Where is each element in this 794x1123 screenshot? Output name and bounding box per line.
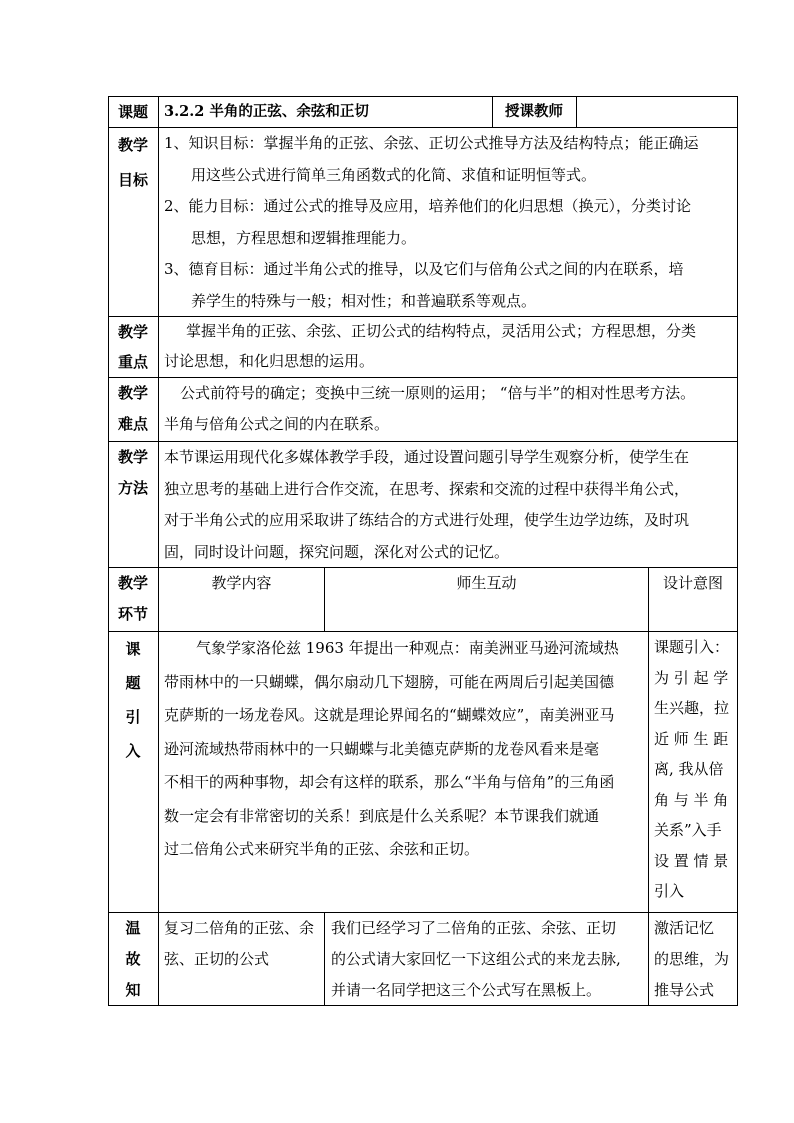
key-points-line: 掌握半角的正弦、余弦、正切公式的结构特点，灵活用公式；方程思想，分类 xyxy=(186,322,697,340)
goals-content xyxy=(164,128,734,317)
review-divider xyxy=(648,912,649,1006)
key-points-label-line: 重点 xyxy=(117,353,148,371)
intro-intent-line: 离, 我从倍 xyxy=(654,760,724,778)
table-border-right xyxy=(737,96,738,1006)
intro-label-char: 课 xyxy=(125,640,141,658)
difficulties-label-line: 教学 xyxy=(117,384,148,402)
topic-title: 3.2.2 半角的正弦、余弦和正切 xyxy=(164,103,369,120)
review-label-char: 故 xyxy=(125,950,141,968)
intro-line: 克萨斯的一场龙卷风。这就是理论界闻名的“蝴蝶效应”，南美洲亚马 xyxy=(164,706,615,724)
intro-label-char: 入 xyxy=(125,742,141,760)
intro-label xyxy=(108,632,158,768)
intro-line: 气象学家洛伦兹 1963 年提出一种观点：南美洲亚马逊河流域热 xyxy=(196,639,619,657)
intro-intent-line: 关系”入手 xyxy=(654,821,722,839)
review-interaction-line: 的公式请大家回忆一下这组公式的来龙去脉, xyxy=(331,950,621,968)
review-label-char: 知 xyxy=(125,981,141,999)
methods-line: 独立思考的基础上进行合作交流，在思考、探索和交流的过程中获得半角公式， xyxy=(164,479,690,498)
intro-intent xyxy=(654,632,736,907)
methods-line: 本节课运用现代化多媒体教学手段，通过设置问题引导学生观察分析，使学生在 xyxy=(164,448,690,466)
review-interaction-line: 并请一名同学把这三个公式写在黑板上。 xyxy=(331,981,602,999)
intro-intent-line: 为 引 起 学 xyxy=(654,668,729,687)
methods-label-line: 教学 xyxy=(117,448,148,466)
table-border-left xyxy=(108,96,109,1006)
column-header-intent: 设计意图 xyxy=(662,574,723,592)
goal-item-line: 思想，方程思想和逻辑推理能力。 xyxy=(191,228,417,247)
intro-divider xyxy=(648,631,649,913)
intro-line: 数一定会有非常密切的关系！到底是什么关系呢？本节课我们就通 xyxy=(164,806,600,825)
review-divider xyxy=(324,912,325,1006)
methods-label-line: 方法 xyxy=(117,479,148,497)
goal-item-line: 1、知识目标：掌握半角的正弦、余弦、正切公式推导方法及结构特点；能正确运 xyxy=(164,134,699,152)
methods-label xyxy=(108,442,158,504)
intro-content xyxy=(164,632,646,867)
intro-line: 逊河流域热带雨林中的一只蝴蝶与北美德克萨斯的龙卷风看来是毫 xyxy=(164,739,600,758)
intro-line: 不相干的两种事物，却会有这样的联系，那么“半角与倍角”的三角函 xyxy=(164,773,615,791)
difficulties-content xyxy=(164,378,734,440)
review-intent xyxy=(654,913,736,1006)
intro-intent-line: 角 与 半 角 xyxy=(654,790,729,809)
intro-intent-line: 生兴趣，拉 xyxy=(654,699,730,717)
goal-item-line: 3、德育目标：通过半角公式的推导，以及它们与倍角公式之间的内在联系，培 xyxy=(164,260,684,278)
label-column-divider xyxy=(158,96,159,1006)
review-intent-line: 的思维，为 xyxy=(654,950,730,968)
review-label-char: 温 xyxy=(125,919,141,937)
difficulties-label xyxy=(108,378,158,440)
topic-label: 课题 xyxy=(117,103,148,121)
teacher-label: 授课教师 xyxy=(505,103,563,120)
column-header-interaction: 师生互动 xyxy=(456,574,517,592)
header-divider xyxy=(576,96,577,128)
difficulties-label-line: 难点 xyxy=(117,415,148,433)
key-points-line: 讨论思想，和化归思想的运用。 xyxy=(164,352,375,370)
review-interaction xyxy=(331,913,647,1006)
difficulties-line: 公式前符号的确定；变换中三统一原则的运用； “倍与半”的相对性思考方法。 xyxy=(180,384,696,402)
key-points-label-line: 教学 xyxy=(117,323,148,341)
goals-label-line: 教学 xyxy=(117,136,148,154)
column-header-content: 教学内容 xyxy=(211,574,272,592)
methods-line: 对于半角公式的应用采取讲了练结合的方式进行处理，使学生边学边练，及时巩 xyxy=(164,511,690,529)
key-points-label xyxy=(108,317,158,377)
intro-label-char: 引 xyxy=(125,708,141,726)
difficulties-line: 半角与倍角公式之间的内在联系。 xyxy=(164,415,390,433)
review-interaction-line: 我们已经学习了二倍角的正弦、余弦、正切 xyxy=(331,919,617,937)
review-content-line: 弦、正切的公式 xyxy=(164,950,270,968)
review-intent-line: 推导公式 xyxy=(654,981,715,999)
intro-intent-line: 课题引入： xyxy=(654,638,730,656)
methods-line: 固，同时设计问题，探究问题，深化对公式的记忆。 xyxy=(164,542,510,561)
goal-item-line: 2、能力目标：通过公式的推导及应用，培养他们的化归思想（换元），分类讨论 xyxy=(164,197,692,215)
teacher-name xyxy=(580,96,734,128)
goal-item-line: 用这些公式进行简单三角函数式的化简、求值和证明恒等式。 xyxy=(191,165,597,184)
methods-content xyxy=(164,442,734,568)
intro-intent-line: 近 师 生 距 xyxy=(654,729,729,748)
goals-label xyxy=(108,128,158,197)
goal-item-line: 养学生的特殊与一般；相对性；和普遍联系等观点。 xyxy=(191,291,537,310)
review-content xyxy=(164,913,322,975)
process-label-line: 环节 xyxy=(117,605,148,623)
review-content-line: 复习二倍角的正弦、余 xyxy=(164,919,315,937)
intro-line: 过二倍角公式来研究半角的正弦、余弦和正切。 xyxy=(164,840,480,858)
process-label-line: 教学 xyxy=(117,574,148,592)
process-label xyxy=(108,568,158,630)
intro-line: 带雨林中的一只蝴蝶，偶尔扇动几下翅膀，可能在两周后引起美国德 xyxy=(164,672,615,691)
goals-label-line: 目标 xyxy=(117,170,148,189)
review-intent-line: 激活记忆 xyxy=(654,919,715,937)
intro-label-char: 题 xyxy=(125,674,141,692)
review-label xyxy=(108,913,158,1006)
intro-intent-line: 设 置 情 景 xyxy=(654,851,729,870)
intro-intent-line: 引入 xyxy=(654,882,685,900)
key-points-content xyxy=(164,316,734,376)
